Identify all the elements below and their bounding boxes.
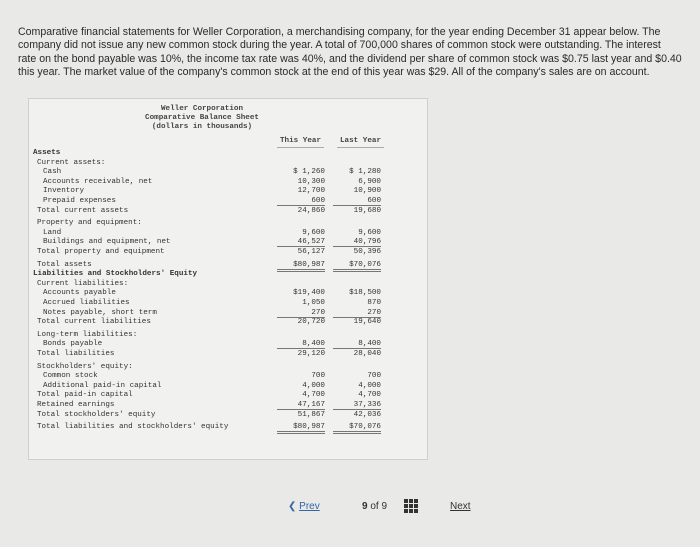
row-last-year-value: 10,900: [353, 187, 381, 196]
row-label: Total paid-in capital: [37, 391, 133, 400]
row-label: Total stockholders' equity: [37, 410, 156, 419]
row-last-year-value: 4,700: [358, 391, 381, 400]
row-label: Property and equipment:: [37, 219, 142, 228]
sheet-row: [29, 350, 427, 360]
sheet-row: [29, 318, 427, 328]
sheet-row: [29, 280, 427, 290]
row-last-year-value: $ 1,280: [349, 168, 381, 177]
row-label: Current assets:: [37, 158, 106, 167]
row-this-year-value: 56,127: [297, 248, 325, 256]
sheet-row: [29, 401, 427, 411]
prev-label: Prev: [299, 501, 320, 512]
row-last-year-value: 870: [367, 299, 381, 307]
row-this-year-value: 47,167: [277, 401, 325, 410]
row-this-year-value: 1,050: [302, 299, 325, 307]
sheet-row: [29, 340, 427, 350]
row-last-year-value: 600: [333, 197, 381, 206]
row-this-year-value: 9,600: [302, 228, 325, 237]
sheet-row: [29, 229, 427, 239]
row-label: Accounts payable: [43, 289, 116, 298]
sheet-row: [29, 248, 427, 258]
row-this-year-value: 4,700: [302, 391, 325, 400]
row-label: Stockholders' equity:: [37, 362, 133, 371]
row-this-year-value: 600: [277, 197, 325, 206]
row-last-year-value: 37,336: [333, 401, 381, 410]
sheet-row: [29, 411, 427, 421]
sheet-row: [29, 219, 427, 229]
row-label: Additional paid-in capital: [43, 381, 162, 390]
prev-button[interactable]: [288, 496, 320, 518]
row-label: Total current liabilities: [37, 318, 151, 327]
sheet-row: [29, 149, 427, 159]
row-this-year-value: 20,720: [297, 318, 325, 327]
row-last-year-value: 6,900: [358, 177, 381, 186]
row-label: Total liabilities and stockholders' equity: [37, 423, 229, 432]
row-label: Total assets: [37, 260, 92, 269]
sheet-row: [29, 168, 427, 178]
row-last-year-value: 19,680: [353, 206, 381, 215]
row-label: Total current assets: [37, 206, 129, 215]
problem-description: Comparative financial statements for Weller Corporation, a merchandising company, for the year ending December 31 appear below. The company did not issue any new common stock during the year. A total of 700,000 shares of common stock were outstanding. The interest rate on the bond payable was 10%, the income tax rate was 40%, and the dividend per share of common stock was $0.75 last year and $0.40 this year. The market value of the company's common stock at the end of this year was $29. All of the company's sales are on account.: [18, 26, 682, 79]
row-label: Common stock: [43, 372, 98, 381]
statement-title: Comparative Balance Sheet: [145, 114, 259, 122]
row-label: Assets: [33, 149, 61, 157]
row-label: Land: [43, 228, 62, 237]
sheet-row: [29, 331, 427, 341]
page-indicator: [362, 496, 387, 518]
row-this-year-value: 700: [311, 372, 325, 381]
sheet-row: [29, 238, 427, 248]
row-last-year-value: 9,600: [358, 228, 381, 237]
sheet-row: [29, 197, 427, 207]
column-this-year: This Year: [277, 137, 324, 148]
row-label: Current liabilities:: [37, 279, 129, 288]
row-last-year-value: $70,076: [333, 423, 381, 434]
page-current: 9: [362, 501, 368, 512]
page-total: 9: [381, 501, 388, 512]
sheet-row: [29, 178, 427, 188]
row-label: Total property and equipment: [37, 248, 165, 256]
row-last-year-value: 700: [367, 372, 381, 381]
sheet-row: [29, 382, 427, 392]
row-this-year-value: 29,120: [297, 350, 325, 358]
row-this-year-value: 4,000: [302, 381, 325, 390]
sheet-row: [29, 372, 427, 382]
page-of: of: [370, 501, 379, 512]
company-name: Weller Corporation: [160, 105, 244, 113]
column-last-year: Last Year: [337, 137, 384, 148]
sheet-row: [29, 391, 427, 401]
row-last-year-value: $18,500: [349, 289, 381, 298]
sheet-row: [29, 309, 427, 319]
sheet-row: [29, 423, 427, 433]
row-last-year-value: 50,396: [353, 248, 381, 256]
balance-sheet-image: [28, 98, 428, 460]
row-this-year-value: $ 1,260: [293, 168, 325, 177]
next-button[interactable]: Next: [450, 501, 471, 512]
grid-icon[interactable]: [404, 499, 418, 513]
statement-units: (dollars in thousands): [151, 123, 253, 131]
sheet-row: [29, 299, 427, 309]
row-this-year-value: 270: [277, 309, 325, 318]
row-this-year-value: 12,700: [297, 187, 325, 196]
row-label: Notes payable, short term: [43, 308, 157, 317]
sheet-row: [29, 159, 427, 169]
row-last-year-value: 40,796: [333, 238, 381, 247]
row-this-year-value: 24,860: [297, 206, 325, 215]
row-label: Buildings and equipment, net: [43, 238, 171, 247]
row-this-year-value: 10,300: [297, 177, 325, 186]
row-this-year-value: $19,400: [293, 289, 325, 298]
row-last-year-value: 42,036: [353, 410, 381, 419]
row-label: Inventory: [43, 187, 85, 196]
row-label: Liabilities and Stockholders' Equity: [33, 270, 198, 279]
row-last-year-value: 8,400: [333, 340, 381, 349]
row-this-year-value: 46,527: [277, 238, 325, 247]
row-last-year-value: 4,000: [358, 381, 381, 390]
sheet-row: [29, 187, 427, 197]
row-this-year-value: 51,867: [297, 410, 325, 419]
row-last-year-value: 19,640: [353, 318, 381, 327]
row-label: Retained earnings: [37, 401, 115, 409]
row-this-year-value: $80,987: [277, 261, 325, 272]
row-label: Accrued liabilities: [43, 299, 130, 307]
sheet-row: [29, 207, 427, 217]
row-label: Accounts receivable, net: [43, 177, 153, 186]
sheet-row: [29, 363, 427, 373]
row-label: Total liabilities: [37, 350, 115, 358]
row-this-year-value: $80,987: [277, 423, 325, 434]
row-last-year-value: $70,076: [333, 261, 381, 272]
row-last-year-value: 28,040: [353, 350, 381, 358]
row-label: Long-term liabilities:: [37, 330, 138, 339]
sheet-row: [29, 261, 427, 271]
row-label: Prepaid expenses: [43, 197, 116, 205]
row-label: Cash: [43, 168, 62, 177]
chevron-left-icon: ❮: [288, 501, 297, 512]
row-label: Bonds payable: [43, 340, 103, 349]
sheet-row: [29, 270, 427, 280]
row-last-year-value: 270: [333, 309, 381, 318]
sheet-row: [29, 289, 427, 299]
row-this-year-value: 8,400: [277, 340, 325, 349]
